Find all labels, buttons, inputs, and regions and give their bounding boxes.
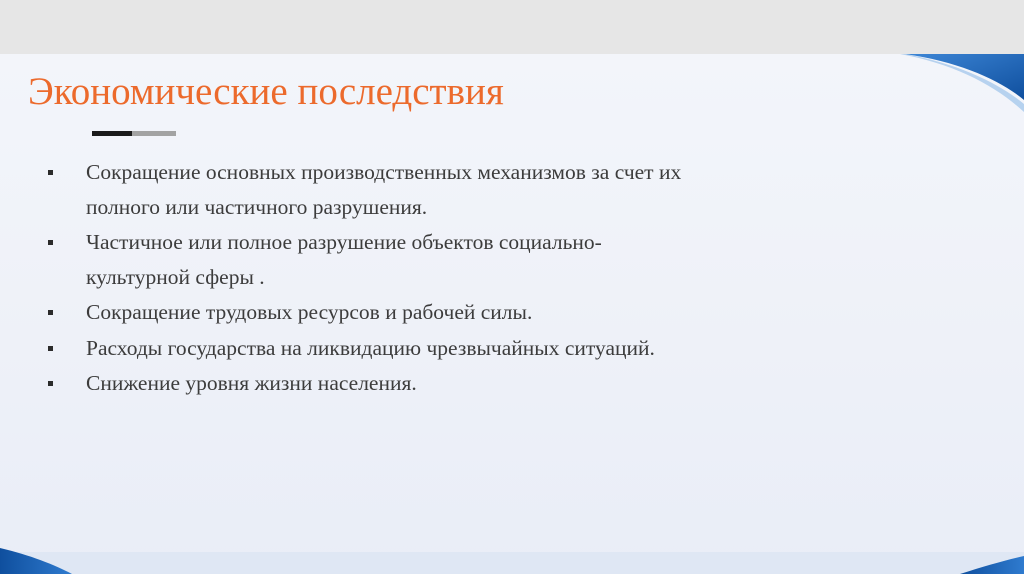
bullet-text: Частичное или полное разрушение объектов социально-культурной сферы . bbox=[86, 230, 602, 289]
bullet-item bbox=[48, 225, 688, 294]
bullet-text: Снижение уровня жизни населения. bbox=[86, 371, 417, 395]
bullet-item bbox=[48, 366, 688, 401]
slide-title: Экономические последствия bbox=[28, 70, 504, 113]
square-bullet-icon bbox=[48, 381, 53, 386]
square-bullet-icon bbox=[48, 170, 53, 175]
bullet-list bbox=[48, 155, 688, 402]
square-bullet-icon bbox=[48, 346, 53, 351]
bullet-item bbox=[48, 295, 688, 330]
square-bullet-icon bbox=[48, 310, 53, 315]
title-underline-dark bbox=[92, 131, 132, 136]
bullet-text: Сокращение основных производственных механизмов за счет их полного или частичного разрушения. bbox=[86, 160, 682, 219]
square-bullet-icon bbox=[48, 240, 53, 245]
bullet-text: Расходы государства на ликвидацию чрезвычайных ситуаций. bbox=[86, 335, 655, 360]
title-underline-light bbox=[132, 131, 176, 136]
bottom-light-band bbox=[0, 552, 1024, 574]
bullet-text: Сокращение трудовых ресурсов и рабочей силы. bbox=[86, 300, 533, 324]
bullet-item bbox=[48, 155, 688, 224]
bullet-item bbox=[48, 331, 688, 366]
title-underline bbox=[92, 131, 176, 136]
